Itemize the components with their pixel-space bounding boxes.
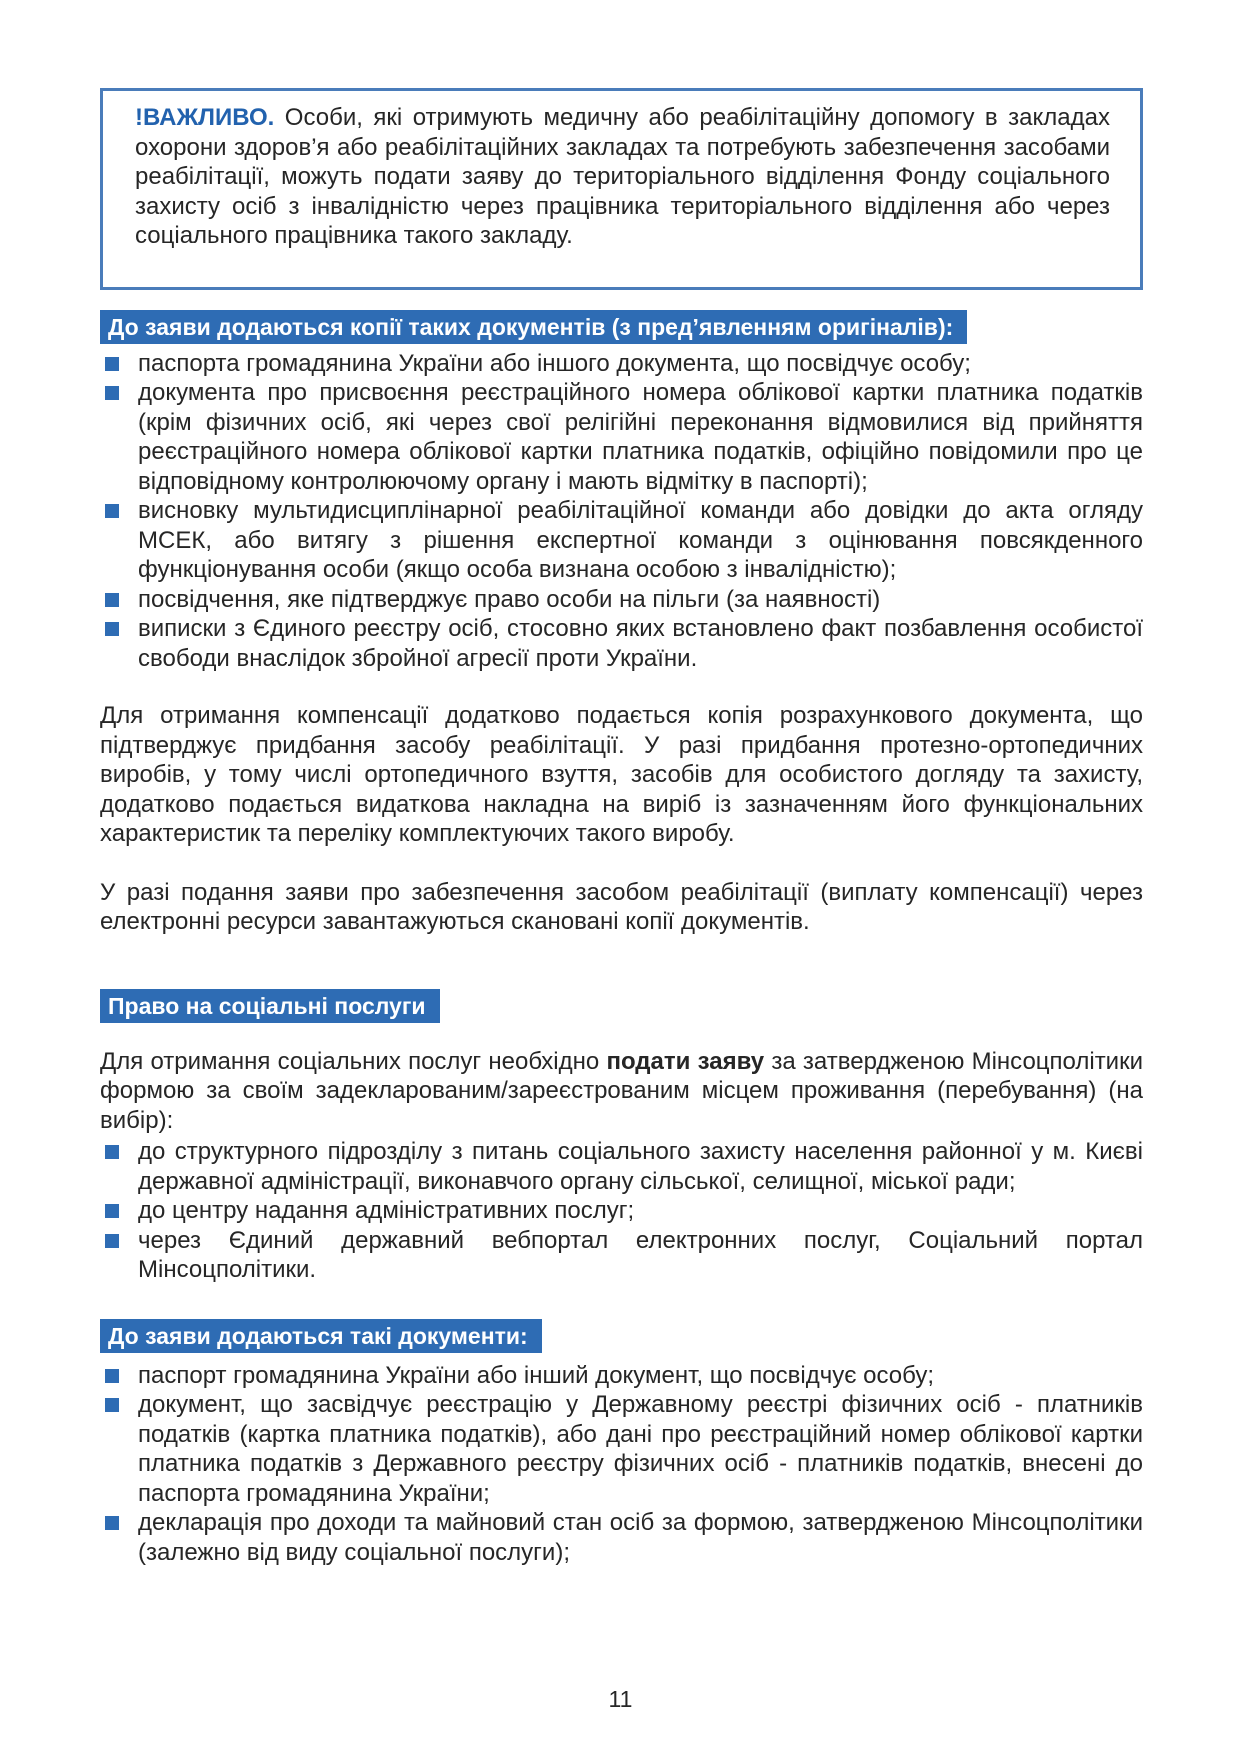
compensation-paragraph: Для отримання компенсації додатково подається копія розрахункового документа, що підтверджує придбання засобу реабілітації. У разі придбання протезно-ортопедичних виробів, у тому числі ортопедичного взуття, засобів для особистого догляду та захисту, додатково подається видаткова накладна на виріб із зазначенням його функціональних характеристик та переліку комплектуючих такого виробу. bbox=[100, 702, 1143, 847]
important-label: !ВАЖЛИВО. bbox=[135, 104, 275, 131]
list-item bbox=[100, 1226, 1143, 1285]
section-header-social-services-right-label: Право на соціальні послуги bbox=[108, 992, 426, 1019]
list-item-text: документ, що засвідчує реєстрацію у Державному реєстрі фізичних осіб - платників податків (картка платника податків), або дані про реєстраційний номер облікової картки платника податків з Державного реєстру фізичних осіб - платників податків, внесені до паспорта громадянина України; bbox=[138, 1391, 1143, 1507]
list-item-text: паспорта громадянина України або іншого документа, що посвідчує особу; bbox=[138, 349, 971, 377]
important-notice-paragraph bbox=[135, 103, 1110, 251]
list-item-text: висновку мультидисциплінарної реабілітаційної команди або довідки до акта огляду МСЕК, або витягу з рішення експертної команди з оцінювання повсякденного функціонування особи (якщо особа визнана особою з інвалідністю); bbox=[138, 497, 1143, 583]
bullet-square-icon bbox=[105, 1369, 119, 1383]
list-item bbox=[100, 1196, 1143, 1226]
bullet-square-icon bbox=[105, 1516, 119, 1530]
bullet-square-icon bbox=[105, 1145, 119, 1159]
bullet-square-icon bbox=[105, 593, 119, 607]
list-item-text: до структурного підрозділу з питань соціального захисту населення районної у м. Києві державної адміністрації, виконавчого органу сільської, селищної, міської ради; bbox=[138, 1138, 1143, 1195]
list-item bbox=[100, 614, 1143, 673]
bullet-square-icon bbox=[105, 1398, 119, 1412]
list-item bbox=[100, 378, 1143, 496]
section-header-attach-copies-label: До заяви додаються копії таких документів (з пред’явленням оригіналів): bbox=[108, 313, 954, 340]
intro-bold-phrase: подати заяву bbox=[606, 1047, 765, 1075]
bullet-square-icon bbox=[105, 357, 119, 371]
attach-docs-bullet-list bbox=[100, 1361, 1143, 1568]
list-item-text: документа про присвоєння реєстраційного номера облікової картки платника податків (крім фізичних осіб, які через свої релігійні переконання відмовилися від прийняття реєстраційного номера облікової картки платника податків, офіційно повідомили про це відповідному контролюючому органу і мають відмітку в паспорті); bbox=[138, 379, 1143, 495]
intro-prefix: Для отримання соціальних послуг необхідно bbox=[100, 1047, 607, 1075]
social-services-bullet-list bbox=[100, 1137, 1143, 1285]
important-notice-box bbox=[100, 88, 1143, 290]
list-item bbox=[100, 1137, 1143, 1196]
section-header-social-services-right bbox=[100, 989, 440, 1023]
list-item bbox=[100, 1508, 1143, 1567]
list-item bbox=[100, 1361, 1143, 1391]
social-services-intro-paragraph bbox=[100, 1047, 1143, 1136]
section-header-attach-copies bbox=[100, 310, 967, 344]
bullet-square-icon bbox=[105, 386, 119, 400]
attach-copies-bullet-list bbox=[100, 349, 1143, 674]
list-item-text: через Єдиний державний вебпортал електронних послуг, Соціальний портал Мінсоцполітики. bbox=[138, 1226, 1143, 1283]
bullet-square-icon bbox=[105, 504, 119, 518]
bullet-square-icon bbox=[105, 1234, 119, 1248]
list-item bbox=[100, 585, 1143, 615]
list-item bbox=[100, 349, 1143, 379]
list-item-text: до центру надання адміністративних послуг; bbox=[138, 1197, 635, 1224]
section-header-attach-docs bbox=[100, 1319, 542, 1353]
list-item-text: посвідчення, яке підтверджує право особи на пільги (за наявності) bbox=[138, 585, 881, 613]
list-item-text: паспорт громадянина України або інший документ, що посвідчує особу; bbox=[138, 1361, 934, 1389]
list-item bbox=[100, 1390, 1143, 1508]
list-item bbox=[100, 496, 1143, 585]
bullet-square-icon bbox=[105, 622, 119, 636]
bullet-square-icon bbox=[105, 1204, 119, 1218]
page-content bbox=[100, 0, 1143, 1567]
page-number: 11 bbox=[608, 1686, 633, 1712]
list-item-text: декларація про доходи та майновий стан осіб за формою, затвердженою Мінсоцполітики (залежно від виду соціальної послуги); bbox=[138, 1509, 1143, 1566]
important-text: Особи, які отримують медичну або реабілітаційну допомогу в закладах охорони здоров’я або реабілітаційних закладах та потребують забезпечення засобами реабілітації, можуть подати заяву до територіального відділення Фонду соціального захисту осіб з інвалідністю через працівника територіального відділення або через соціального працівника такого закладу. bbox=[135, 104, 1110, 249]
intro-suffix: за затвердженою Мінсоцполітики формою за своїм задекларованим/зареєстрованим місцем проживання (перебування) (на вибір): bbox=[100, 1047, 1143, 1134]
electronic-submission-paragraph: У разі подання заяви про забезпечення засобом реабілітації (виплату компенсації) через електронні ресурси завантажуються скановані копії документів. bbox=[100, 878, 1143, 935]
list-item-text: виписки з Єдиного реєстру осіб, стосовно яких встановлено факт позбавлення особистої свободи внаслідок збройної агресії проти України. bbox=[138, 615, 1143, 672]
section-header-attach-docs-label: До заяви додаються такі документи: bbox=[108, 1322, 528, 1349]
